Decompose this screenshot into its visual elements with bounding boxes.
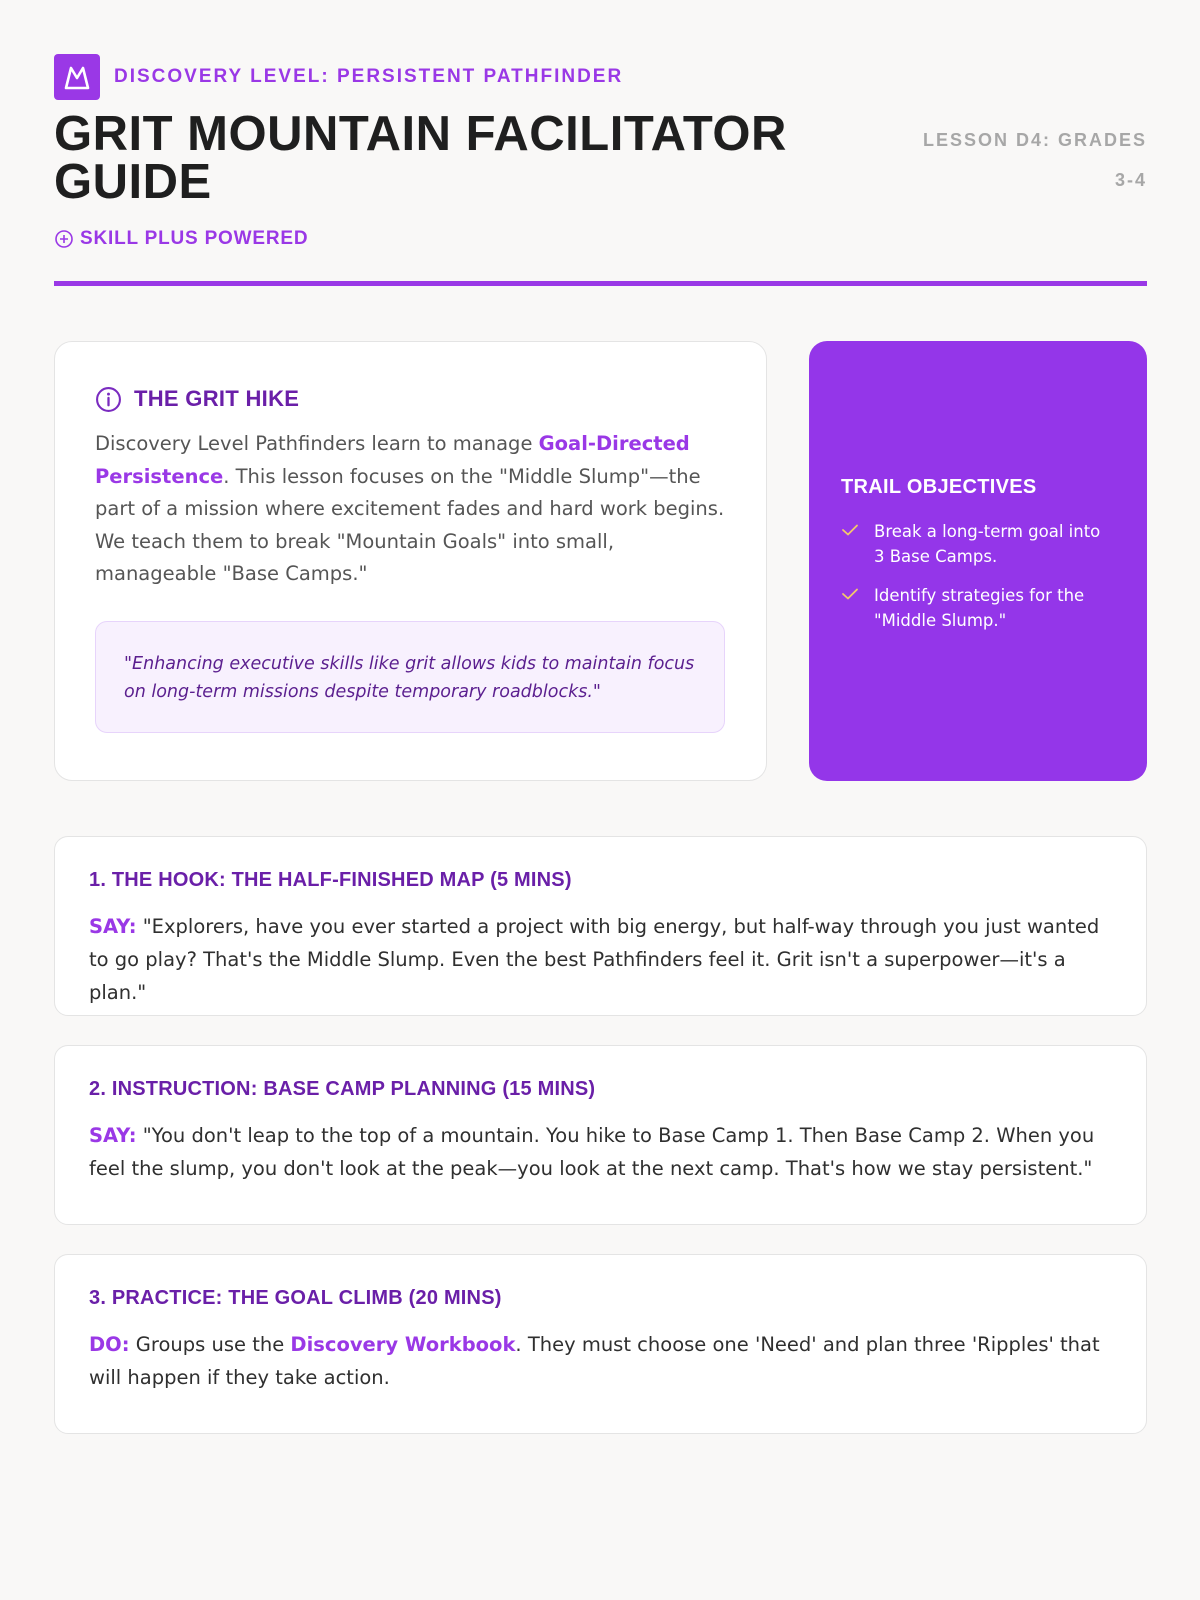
intro-text [95,428,726,591]
workbook-link[interactable]: Discovery Workbook [290,1333,516,1356]
intro-header [95,382,726,416]
step-title: 3. PRACTICE: THE GOAL CLIMB (20 MINS) [89,1287,502,1309]
mountain-logo-icon [54,54,100,100]
step-title: 1. THE HOOK: THE HALF-FINISHED MAP (5 MINS) [89,869,572,891]
objective-text: Identify strategies for the "Middle Slump." [874,585,1085,630]
step-cue: SAY: [89,1124,137,1147]
plus-circle-icon [54,229,74,249]
lesson-info [897,120,1147,200]
objective-item [841,519,1115,569]
step-card-practice [54,1254,1147,1434]
step-cue: SAY: [89,915,137,938]
info-icon [95,386,122,413]
check-icon [841,519,861,541]
step-card-instruction [54,1045,1147,1225]
level-row [54,54,623,100]
step-body: "Explorers, have you ever started a project with big energy, but half-way through you just wanted to go play? That's the Middle Slump. Even the best Pathfinders feel it. Grit isn't a superpower—it's a plan." [89,915,1100,1004]
objective-text: Break a long-term goal into 3 Base Camps. [874,521,1101,566]
page-title: GRIT MOUNTAIN FACILITATOR GUIDE [54,107,787,209]
objectives-title: TRAIL OBJECTIVES [841,475,1037,498]
step-body-after: . They must choose one 'Need' and plan three 'Ripples' that will happen if they take action. [89,1333,1100,1389]
check-icon [841,583,861,605]
intro-card [54,341,767,781]
step-text [89,1328,1113,1394]
header-divider [54,281,1147,286]
powered-badge [54,228,308,250]
intro-text-before: Discovery Level Pathfinders learn to manage [95,432,539,455]
level-label: DISCOVERY LEVEL: PERSISTENT PATHFINDER [114,66,624,87]
objectives-card [809,341,1147,781]
objective-item [841,583,1115,633]
powered-label: SKILL PLUS POWERED [80,228,309,249]
intro-heading: THE GRIT HIKE [134,386,300,411]
step-body: "You don't leap to the top of a mountain. You hike to Base Camp 1. Then Base Camp 2. When you feel the slump, you don't look at the peak—you look at the next camp. That's how we stay persistent." [89,1124,1095,1180]
lesson-line-2: 3-4 [1114,170,1147,190]
intro-quote: "Enhancing executive skills like grit allows kids to maintain focus on long-term missions despite temporary roadblocks." [95,621,725,733]
step-title: 2. INSTRUCTION: BASE CAMP PLANNING (15 MINS) [89,1078,596,1100]
step-text [89,910,1113,1009]
step-text [89,1119,1113,1185]
step-card-hook [54,836,1147,1016]
intro-highlight: Goal-Directed Persistence [95,432,690,488]
step-body-before: Groups use the [129,1333,291,1356]
lesson-line-1: LESSON D4: GRADES [922,130,1147,150]
intro-text-after: . This lesson focuses on the "Middle Slump"—the part of a mission where excitement fades and hard work begins. We teach them to break "Mountain Goals" into small, manageable "Base Camps." [95,464,725,585]
step-cue: DO: [89,1333,130,1356]
